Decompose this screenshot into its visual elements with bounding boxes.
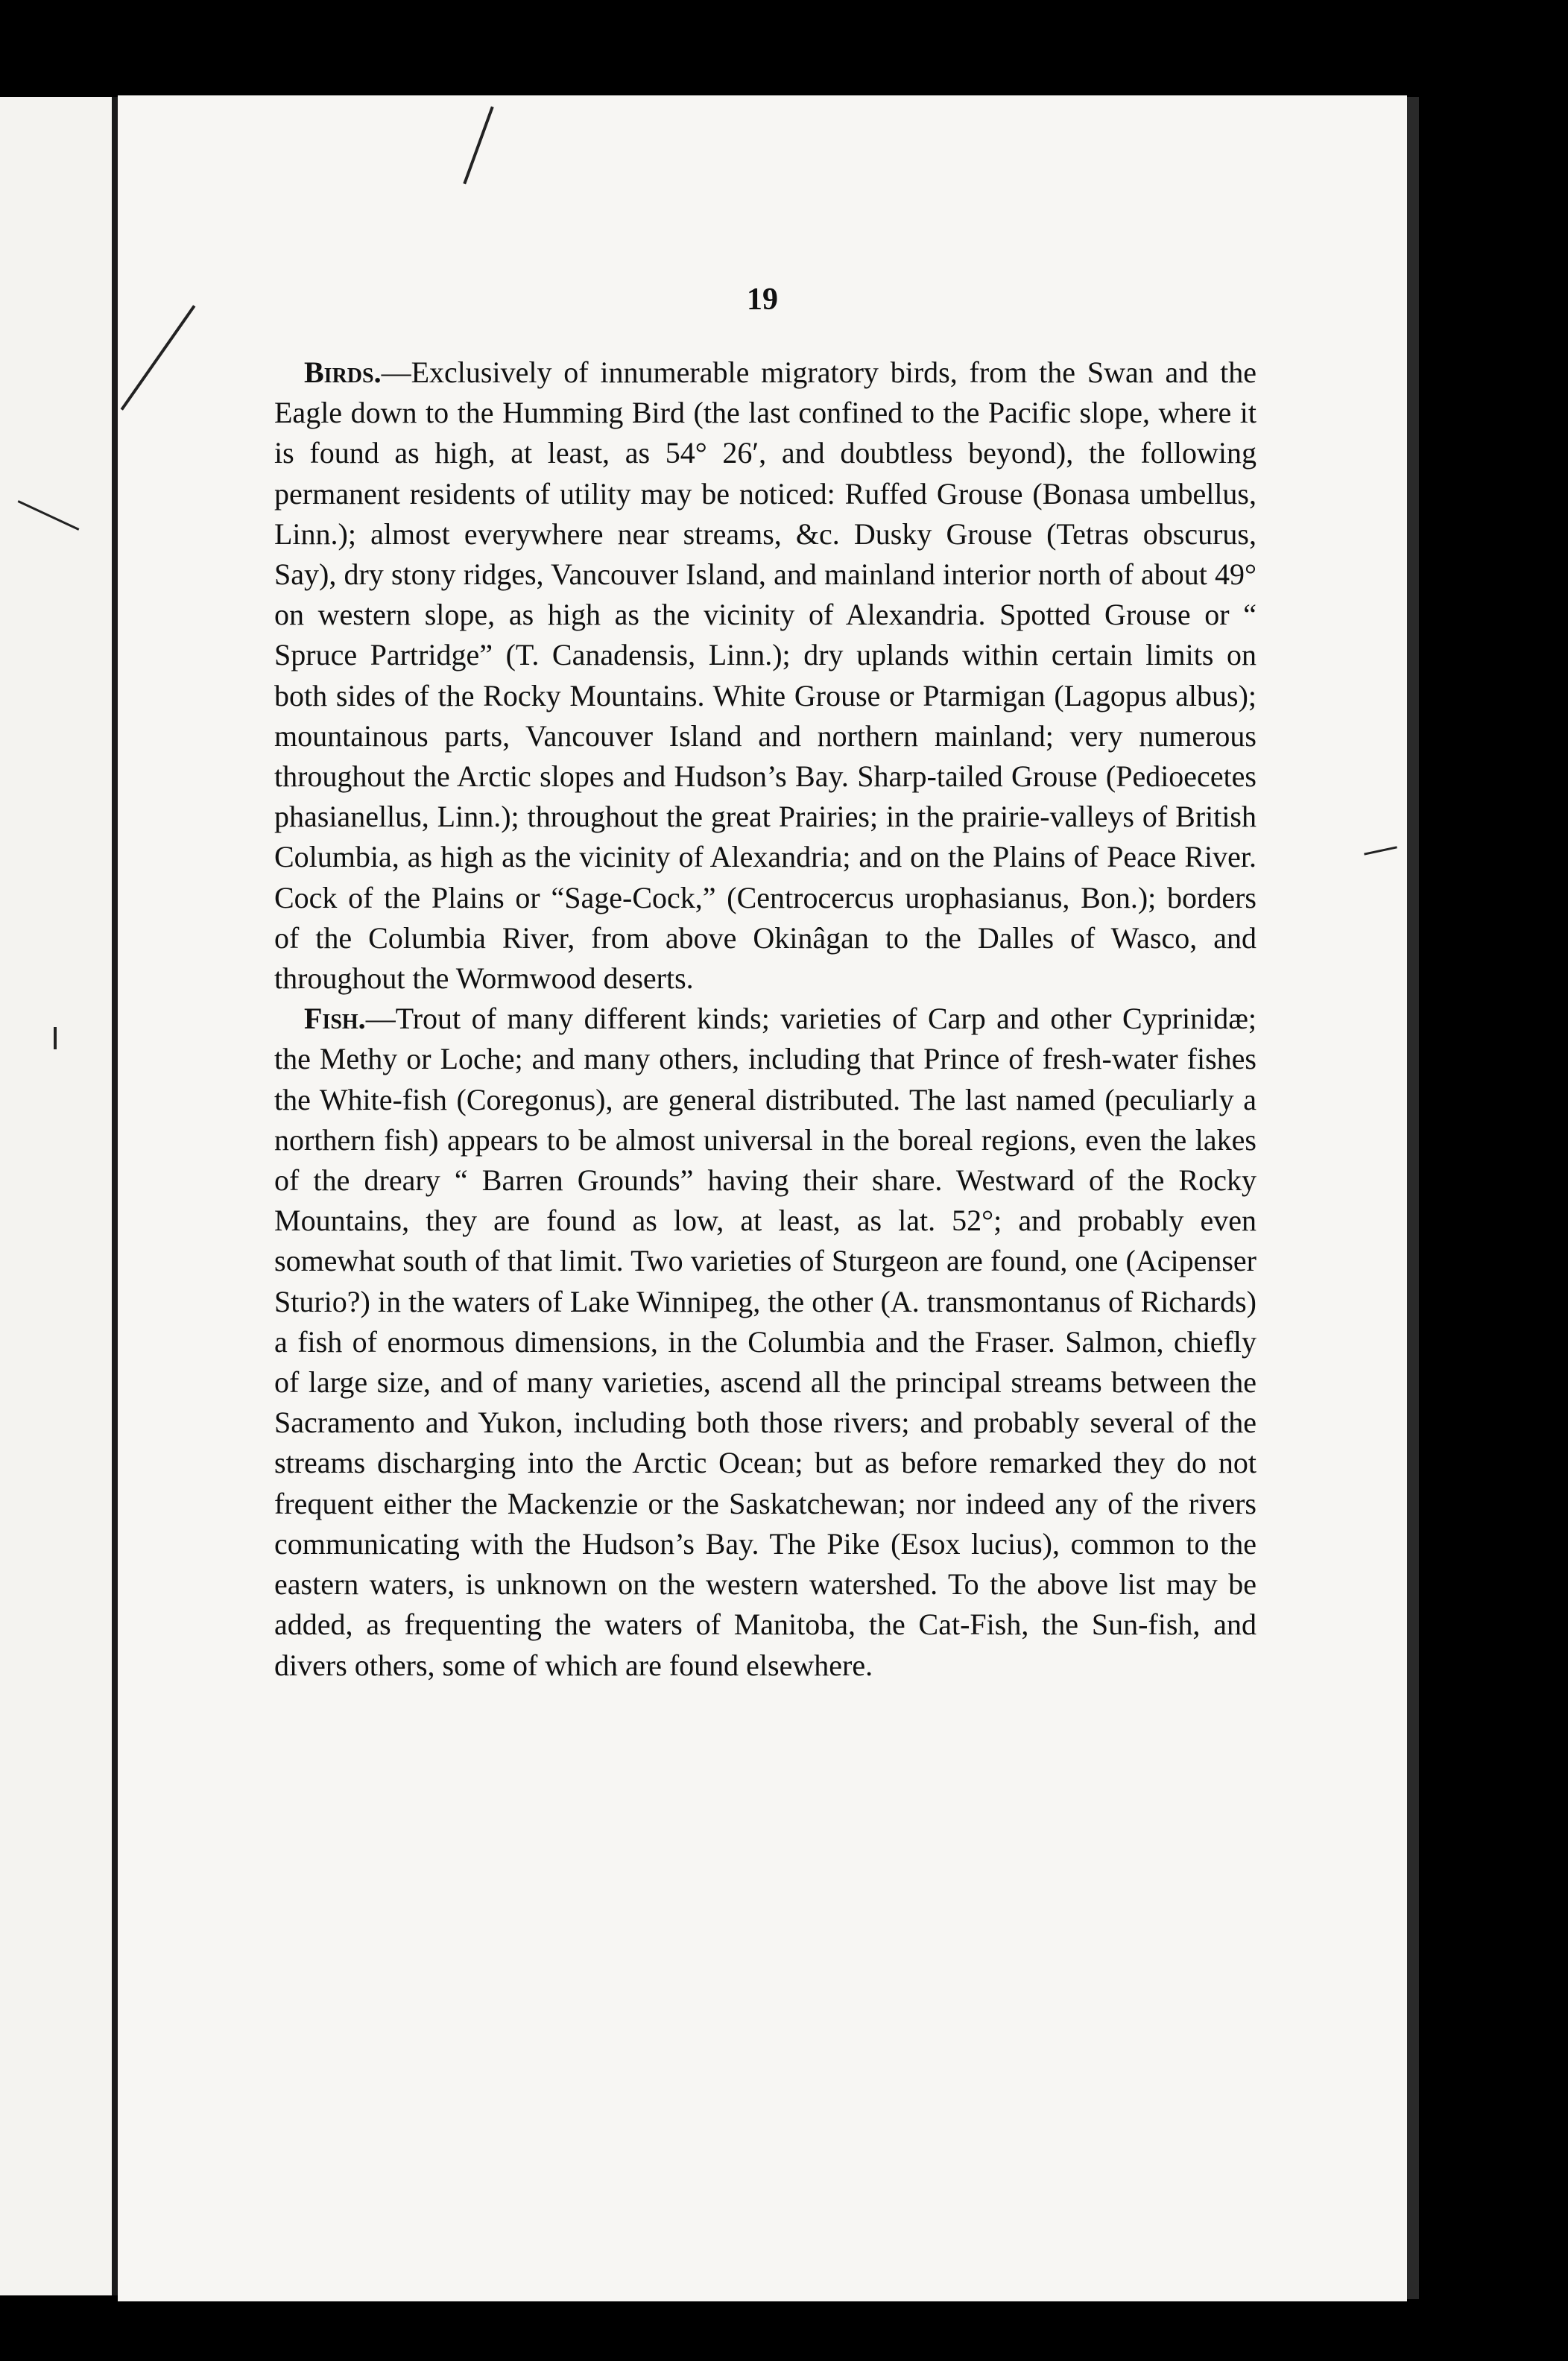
book-page bbox=[118, 95, 1407, 2301]
body-text bbox=[274, 353, 1256, 1686]
page-binding-edge bbox=[1407, 97, 1419, 2299]
birds-paragraph bbox=[274, 353, 1256, 999]
birds-text: —Exclusively of innumerable migratory birds, from the Swan and the Eagle down to the Humming Bird (the last confined to the Pacific slope, where it is found as high, at least, as 54° 26′, and doubtless beyond), the following permanent residents of utility may be noticed: Ruffed Grouse (Bonasa umbellus, Linn.); almost everywhere near streams, &c. Dusky Grouse (Tetras obscurus, Say), dry stony ridges, Vancouver Island, and mainland interior north of about 49° on western slope, as high as the vicinity of Alexandria. Spotted Grouse or “ Spruce Partridge” (T. Canadensis, Linn.); dry uplands within certain limits on both sides of the Rocky Mountains. White Grouse or Ptarmigan (Lagopus albus); mountainous parts, Vancouver Island and northern mainland; very numerous throughout the Arctic slopes and Hudson’s Bay. Sharp-tailed Grouse (Pedioecetes phasianellus, Linn.); throughout the great Prairies; in the prairie-valleys of British Columbia, as high as the vicinity of Alexandria; and on the Plains of Peace River. Cock of the Plains or “Sage-Cock,” (Centrocercus urophasianus, Bon.); borders of the Columbia River, from above Okinâgan to the Dalles of Wasco, and throughout the Wormwood deserts. bbox=[274, 355, 1256, 996]
margin-tick-left bbox=[54, 1027, 57, 1049]
fish-paragraph bbox=[274, 999, 1256, 1685]
page-number: 19 bbox=[747, 282, 778, 317]
facing-page-edge bbox=[0, 97, 118, 2295]
fish-heading: Fish. bbox=[304, 1002, 366, 1036]
fish-text: —Trout of many different kinds; varieties of Carp and other Cyprinidæ; the Methy or Loche; and many others, including that Prince of fresh-water fishes the White-fish (Coregonus), are general distributed. The last named (peculiarly a northern fish) appears to be almost universal in the boreal regions, even the lakes of the dreary “ Barren Grounds” having their share. Westward of the Rocky Mountains, they are found as low, at least, as lat. 52°; and probably even somewhat south of that limit. Two varieties of Sturgeon are found, one (Acipenser Sturio?) in the waters of Lake Winnipeg, the other (A. transmontanus of Richards) a fish of enormous dimensions, in the Columbia and the Fraser. Salmon, chiefly of large size, and of many varieties, ascend all the principal streams between the Sacramento and Yukon, including both those rivers; and probably several of the streams discharging into the Arctic Ocean; but as before remarked they do not frequent either the Mackenzie or the Saskatchewan; nor indeed any of the rivers communicating with the Hudson’s Bay. The Pike (Esox lucius), common to the eastern waters, is unknown on the western watershed. To the above list may be added, as frequenting the waters of Manitoba, the Cat-Fish, the Sun-fish, and divers others, some of which are found elsewhere. bbox=[274, 1002, 1256, 1682]
birds-heading: Birds. bbox=[304, 355, 382, 389]
